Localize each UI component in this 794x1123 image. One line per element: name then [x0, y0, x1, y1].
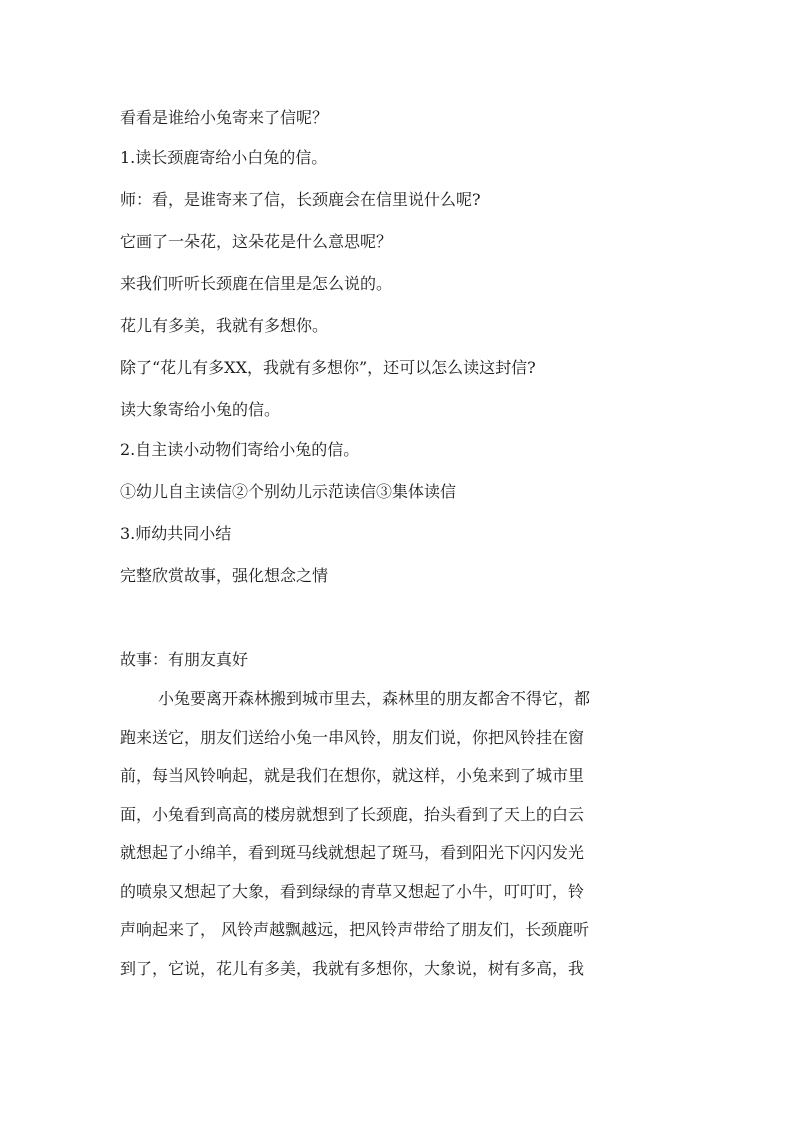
text-line-1: 看看是谁给小兔寄来了信呢？	[120, 108, 329, 127]
story-title: 故事：有朋友真好	[120, 650, 249, 669]
text-line-2: 1.读长颈鹿寄给小白兔的信。	[120, 148, 328, 167]
text-line-11: 3.师幼共同小结	[120, 524, 232, 543]
text-line-12: 完整欣赏故事，强化想念之情	[120, 566, 329, 585]
story-line: 小兔要离开森林搬到城市里去，森林里的朋友都舍不得它，都	[158, 689, 591, 708]
text-line-5: 来我们听听长颈鹿在信里是怎么说的。	[120, 274, 393, 293]
text-line-3: 师：看，是谁寄来了信，长颈鹿会在信里说什么呢?	[120, 190, 481, 209]
story-line: 到了，它说，花儿有多美，我就有多想你，大象说，树有多高，我	[120, 958, 585, 978]
story-line: 前，每当风铃响起，就是我们在想你，就这样，小兔来到了城市里	[120, 766, 585, 785]
story-line: 面，小兔看到高高的楼房就想到了长颈鹿，抬头看到了天上的白云	[120, 804, 585, 824]
story-line: 就想起了小绵羊，看到斑马线就想起了斑马，看到阳光下闪闪发光	[120, 843, 585, 862]
text-line-6: 花儿有多美，我就有多想你。	[120, 316, 329, 335]
text-line-9: 2.自主读小动物们寄给小兔的信。	[120, 440, 360, 459]
text-line-4: 它画了一朵花，这朵花是什么意思呢？	[120, 232, 393, 251]
story-line: 声响起来了， 风铃声越飘越远，把风铃声带给了朋友们，长颈鹿听	[120, 920, 590, 939]
text-line-10: ①幼儿自主读信②个别幼儿示范读信③集体读信	[120, 482, 457, 501]
text-line-8: 读大象寄给小兔的信。	[120, 400, 281, 419]
story-line: 跑来送它，朋友们送给小兔一串风铃，朋友们说，你把风铃挂在窗	[120, 727, 585, 747]
story-line: 的喷泉又想起了大象，看到绿绿的青草又想起了小牛，叮叮叮，铃	[120, 881, 585, 901]
text-line-7: 除了“花儿有多XX，我就有多想你”，还可以怎么读这封信?	[120, 358, 536, 377]
story-paragraph	[120, 680, 680, 988]
